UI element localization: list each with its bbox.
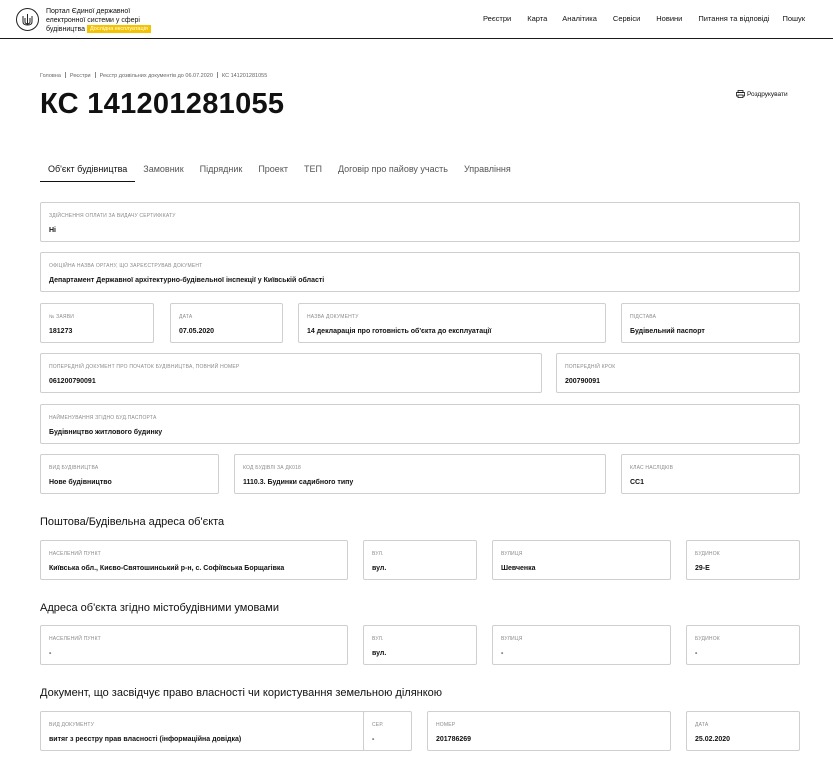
- page-title: КС 141201281055: [40, 88, 285, 120]
- tab-customer[interactable]: [143, 158, 183, 182]
- field-land-doc-series-label: СЕР.: [372, 722, 384, 728]
- field-postal-street-type: [363, 540, 477, 580]
- printer-icon: [736, 90, 745, 98]
- print-button[interactable]: [736, 90, 788, 98]
- field-postal-building-value: 29-Е: [695, 565, 710, 572]
- field-urban-street-type-label: ВУЛ.: [372, 636, 384, 642]
- field-postal-street-label: ВУЛИЦЯ: [501, 551, 523, 557]
- field-document-name: [298, 303, 606, 343]
- field-construction-type: [40, 454, 219, 494]
- breadcrumb-registries[interactable]: Реєстри: [69, 73, 91, 79]
- tab-object[interactable]: [40, 158, 135, 182]
- nav-news[interactable]: Новини: [656, 14, 683, 23]
- field-consequence-class: [621, 454, 800, 494]
- field-land-doc-date-value: 25.02.2020: [695, 736, 731, 743]
- field-postal-street-value: Шевченка: [501, 565, 536, 572]
- tab-contractor[interactable]: [200, 158, 243, 182]
- field-document-name-label: НАЗВА ДОКУМЕНТУ: [307, 314, 359, 320]
- field-urban-street-value: -: [501, 650, 504, 657]
- field-land-doc-number: [427, 711, 671, 751]
- breadcrumb-current: КС 141201281055: [221, 73, 268, 79]
- field-postal-settlement: [40, 540, 348, 580]
- field-urban-street-label: ВУЛИЦЯ: [501, 636, 523, 642]
- field-postal-settlement-value: Київська обл., Києво-Святошинський р-н, с. Софіївська Борщагівка: [49, 565, 285, 572]
- field-postal-building-label: БУДИНОК: [695, 551, 720, 557]
- field-postal-settlement-label: НАСЕЛЕНИЙ ПУНКТ: [49, 551, 101, 557]
- field-postal-street: [492, 540, 671, 580]
- field-construction-type-value: Нове будівництво: [49, 479, 112, 486]
- field-urban-street-type-value: вул.: [372, 650, 387, 657]
- field-name-by-passport: [40, 404, 800, 444]
- field-land-doc-number-value: 201786269: [436, 736, 472, 743]
- nav-search[interactable]: Пошук: [782, 14, 806, 23]
- field-urban-building-value: -: [695, 650, 698, 657]
- field-application-number: [40, 303, 154, 343]
- nav-analytics[interactable]: Аналітика: [562, 14, 597, 23]
- portal-name-line1: Портал Єдиної державної: [46, 8, 131, 15]
- field-payment: [40, 202, 800, 242]
- field-urban-building: [686, 625, 800, 665]
- tab-project-label: Проект: [258, 164, 288, 174]
- tab-management[interactable]: [464, 158, 511, 182]
- field-urban-settlement: [40, 625, 348, 665]
- field-authority-label: ОФІЦІЙНА НАЗВА ОРГАНУ, ЩО ЗАРЕЄСТРУВАВ ДОКУМЕНТ: [49, 263, 203, 269]
- field-previous-document-value: 061200790091: [49, 378, 96, 385]
- breadcrumb-home[interactable]: Головна: [40, 73, 61, 79]
- field-urban-settlement-label: НАСЕЛЕНИЙ ПУНКТ: [49, 636, 101, 642]
- field-urban-street-type: [363, 625, 477, 665]
- field-land-doc-series-value: -: [372, 736, 375, 743]
- field-name-by-passport-label: НАЙМЕНУВАННЯ ЗГІДНО БУД.ПАСПОРТА: [49, 415, 157, 421]
- trident-logo-icon[interactable]: [16, 8, 39, 31]
- field-land-doc-series: [363, 711, 412, 751]
- breadcrumb-permits-registry[interactable]: Реєстр дозвільних документів до 06.07.2020: [99, 73, 213, 79]
- section-urban-address-title: Адреса об'єкта згідно містобудівними умовами: [40, 602, 280, 614]
- print-label: Роздрукувати: [747, 90, 788, 98]
- section-postal-address-title: Поштова/Будівельна адреса об'єкта: [40, 516, 225, 528]
- field-previous-document-label: ПОПЕРЕДНІЙ ДОКУМЕНТ ПРО ПОЧАТОК БУДІВНИЦТВА, ПОВНИЙ НОМЕР: [49, 364, 240, 370]
- tab-equity-agreement[interactable]: [338, 158, 448, 182]
- field-land-doc-type: [40, 711, 371, 751]
- tab-tep[interactable]: [304, 158, 322, 182]
- field-postal-street-type-label: ВУЛ.: [372, 551, 384, 557]
- field-previous-step-label: ПОПЕРЕДНІЙ КРОК: [565, 364, 616, 370]
- field-previous-step: [556, 353, 800, 393]
- field-urban-building-label: БУДИНОК: [695, 636, 720, 642]
- field-postal-building: [686, 540, 800, 580]
- field-authority: [40, 252, 800, 292]
- nav-faq[interactable]: Питання та відповіді: [698, 14, 770, 23]
- beta-badge: Дослідна експлуатація: [87, 25, 151, 33]
- breadcrumb-separator: [65, 72, 66, 78]
- field-consequence-class-label: КЛАС НАСЛІДКІВ: [630, 465, 674, 471]
- field-building-code-label: КОД БУДІВЛІ ЗА ДК018: [243, 465, 302, 471]
- field-date: [170, 303, 283, 343]
- field-basis-label: ПІДСТАВА: [630, 314, 657, 320]
- main-nav: [483, 14, 805, 23]
- field-consequence-class-value: СС1: [630, 479, 645, 486]
- tab-customer-label: Замовник: [143, 164, 184, 174]
- tab-management-label: Управління: [463, 164, 511, 174]
- field-basis-value: Будівельний паспорт: [630, 328, 705, 335]
- tab-project[interactable]: [258, 158, 288, 182]
- field-basis: [621, 303, 800, 343]
- field-land-doc-date: [686, 711, 800, 751]
- portal-name-line2: електронної системи у сфері: [46, 17, 140, 24]
- tabs: [40, 158, 511, 182]
- field-urban-street: [492, 625, 671, 665]
- breadcrumb-separator: [217, 72, 218, 78]
- field-previous-step-value: 200790091: [565, 378, 601, 385]
- tab-contractor-label: Підрядник: [199, 164, 243, 174]
- tab-equity-agreement-label: Договір про пайову участь: [337, 164, 448, 174]
- field-construction-type-label: ВИД БУДІВНИЦТВА: [49, 465, 99, 471]
- field-name-by-passport-value: Будівництво житлового будинку: [49, 429, 163, 436]
- field-building-code: [234, 454, 606, 494]
- portal-name[interactable]: [46, 7, 176, 34]
- field-authority-value: Департамент Державної архітектурно-будівельної інспекції у Київській області: [49, 277, 325, 284]
- field-land-doc-number-label: НОМЕР: [436, 722, 456, 728]
- nav-map[interactable]: Карта: [527, 14, 548, 23]
- section-land-document-title: Документ, що засвідчує право власності чи користування земельною ділянкою: [40, 687, 443, 699]
- site-header: [0, 0, 833, 39]
- breadcrumb-separator: [95, 72, 96, 78]
- tab-object-label: Об'єкт будівництва: [48, 164, 128, 174]
- field-application-number-label: № ЗАЯВИ: [49, 314, 75, 320]
- field-building-code-value: 1110.3. Будинки садибного типу: [243, 479, 354, 486]
- field-payment-label: ЗДІЙСНЕННЯ ОПЛАТИ ЗА ВИДАЧУ СЕРТИФІКАТУ: [49, 213, 176, 219]
- tab-tep-label: ТЕП: [303, 164, 322, 174]
- field-land-doc-type-label: ВИД ДОКУМЕНТУ: [49, 722, 95, 728]
- field-land-doc-date-label: ДАТА: [695, 722, 709, 728]
- breadcrumb: [40, 72, 267, 79]
- field-date-label: ДАТА: [179, 314, 193, 320]
- field-urban-settlement-value: -: [49, 650, 52, 657]
- field-postal-street-type-value: вул.: [372, 565, 387, 572]
- portal-name-line3: будівництва: [46, 26, 86, 33]
- field-payment-value: Ні: [49, 227, 56, 234]
- field-date-value: 07.05.2020: [179, 328, 215, 335]
- field-document-name-value: 14 декларація про готовність об'єкта до експлуатації: [307, 328, 492, 335]
- trident-icon: [22, 13, 33, 27]
- field-application-number-value: 181273: [49, 328, 73, 335]
- nav-registries[interactable]: Реєстри: [483, 14, 512, 23]
- field-land-doc-type-value: витяг з реєстру прав власності (інформаційна довідка): [49, 736, 242, 743]
- nav-services[interactable]: Сервіси: [612, 14, 641, 23]
- field-previous-document: [40, 353, 542, 393]
